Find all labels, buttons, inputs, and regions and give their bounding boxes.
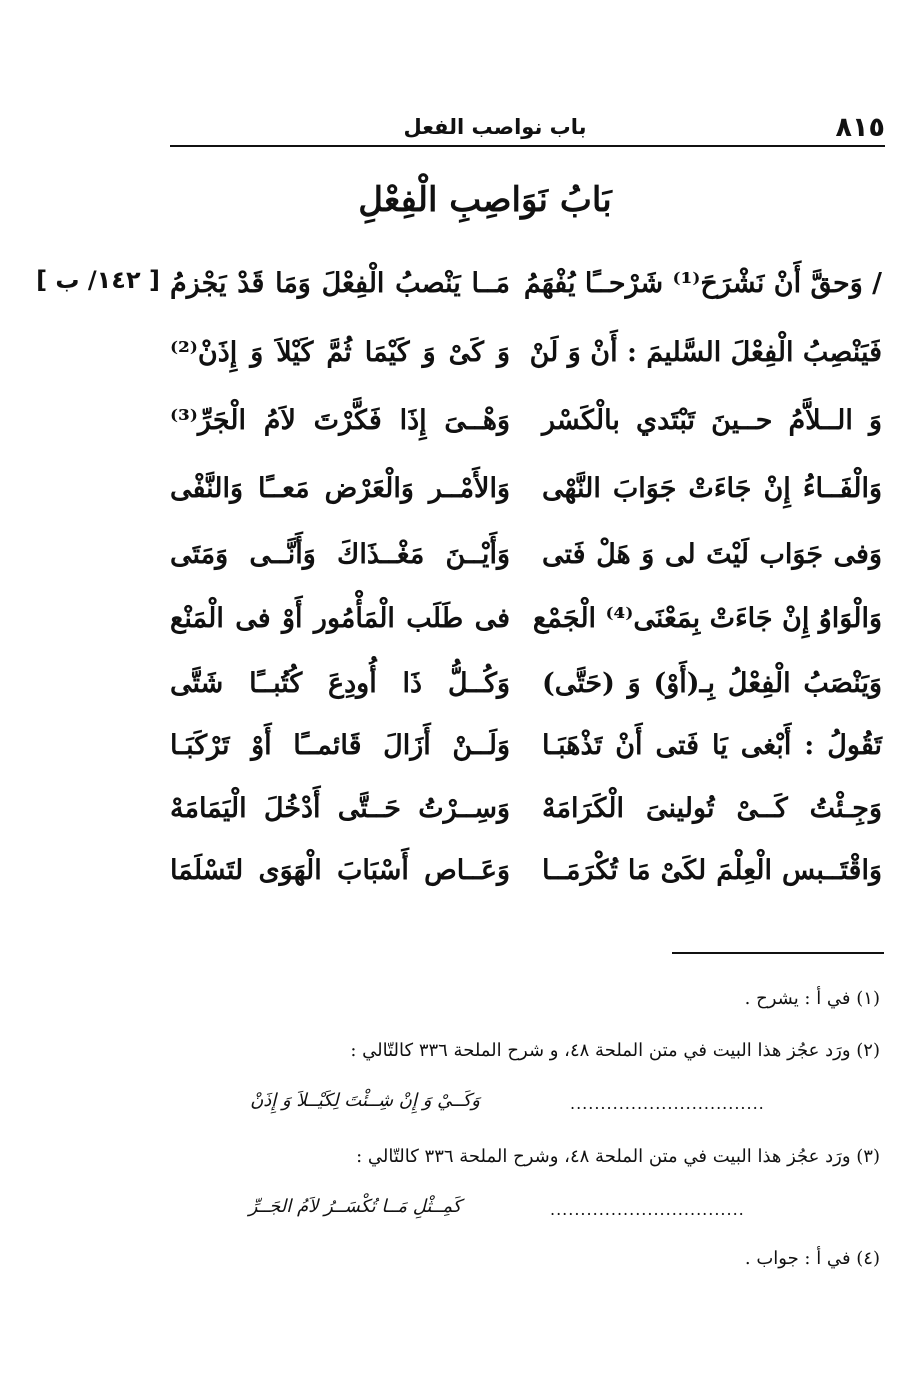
- page-number: ٨١٥: [835, 112, 885, 143]
- footnote-3-ellipsis: ................................: [550, 1200, 745, 1219]
- verse-second-hemistich: وَعَــاص أَسْبَابَ الْهَوَى لتَسْلَمَا: [170, 855, 510, 886]
- folio-marker: [ ١٤٢/ ب ]: [36, 266, 160, 294]
- running-title: باب نواصب الفعل: [403, 115, 587, 139]
- verse-first-hemistich: فَيَنْصِبُ الْفِعْلَ السَّليمَ : أَنْ وَ لَنْ: [529, 337, 882, 368]
- verse-row: [170, 730, 882, 770]
- verse-row: [170, 473, 882, 513]
- verse-second-hemistich: وَأَيْــنَ مَغْــذَاكَ وَأَنَّــى وَمَتَى: [170, 539, 510, 570]
- verse-second-hemistich: مَــا يَنْصبُ الْفِعْلَ وَمَا قَدْ يَجْزمُ: [170, 268, 510, 299]
- verse-second-hemistich: فى طَلَب الْمَأْمُور أَوْ فى الْمَنْع: [170, 603, 510, 634]
- verse-first-hemistich: وَالْفَــاءُ إِنْ جَاءَتْ جَوَابَ النَّهْى: [542, 473, 882, 504]
- verse-row: [170, 793, 882, 833]
- verse-first-hemistich: وَفى جَوَاب لَيْتَ لى وَ هَلْ فَتى: [542, 539, 882, 570]
- verse-row: [170, 603, 882, 643]
- verse-second-hemistich: وَلَــنْ أَزَالَ قَائمــًا أَوْ تَرْكَبَـا: [170, 730, 510, 761]
- verse-first-hemistich: وَجِـئْتُ كَــىْ تُولينىَ الْكَرَامَهْ: [542, 793, 882, 824]
- footnote-divider: [672, 952, 884, 954]
- verse-second-hemistich: وَ كَىْ وَ كَيْمَا ثُمَّ كَيْلاَ وَ إِذَنْ⁽²⁾: [170, 337, 510, 368]
- verse-second-hemistich: وَسِــرْتُ حَــتَّى أَدْخُلَ الْيَمَامَهْ: [170, 793, 510, 824]
- verse-row: [170, 539, 882, 579]
- verse-row: [170, 268, 882, 308]
- verse-first-hemistich: وَاقْتَــبس الْعِلْمَ لكَىْ مَا تُكْرَمَــا: [542, 855, 882, 886]
- verse-second-hemistich: وَالأَمْــر وَالْعَرْض مَعــًا وَالنَّفْى: [170, 473, 510, 504]
- verse-first-hemistich: تَقُولُ : أَبْغى يَا فَتى أَنْ تَذْهَبَـا: [542, 730, 882, 761]
- verse-first-hemistich: وَ الــلاَّمُ حــينَ تَبْتَدي بالْكَسْر: [542, 405, 882, 436]
- footnote-3: (٣) ورَد عجُز هذا البيت في متن الملحة ٤٨، وشرح الملحة ٣٣٦ كالتّالي :: [356, 1146, 880, 1167]
- footnote-2-verse: وَكَــيْ وَ إِنْ شِــئْتَ لِكَيْــلاَ وَ إِذَنْ: [250, 1090, 480, 1111]
- footnote-2: (٢) ورَد عجُز هذا البيت في متن الملحة ٤٨، و شرح الملحة ٣٣٦ كالتّالي :: [350, 1040, 880, 1061]
- verse-second-hemistich: وَهْــىَ إِذَا فَكَّرْتَ لاَمُ الْجَرِّ⁽³⁾: [170, 405, 510, 436]
- footnote-2-ellipsis: ................................: [570, 1094, 765, 1113]
- verse-row: [170, 668, 882, 708]
- verse-first-hemistich: وَالْوَاوُ إِنْ جَاءَتْ بِمَعْنَى⁽⁴⁾ الْجَمْع: [532, 603, 882, 634]
- footnote-3-verse: كَمِــثْلِ مَــا تُكْسَــرُ لاَمُ الجَــرِّ: [248, 1196, 462, 1217]
- verse-row: [170, 855, 882, 895]
- header-divider: [170, 145, 885, 147]
- footnote-1: (١) في أ : يشرح .: [744, 988, 880, 1009]
- verse-first-hemistich: وَيَنْصَبُ الْفِعْلُ بِـ(أَوْ) وَ (حَتَّى): [542, 668, 882, 699]
- footnote-4: (٤) في أ : جواب .: [744, 1248, 880, 1269]
- verse-row: [170, 337, 882, 377]
- verse-second-hemistich: وَكُــلُّ ذَا أُودِعَ كُتُبــًا شَتَّى: [170, 668, 510, 699]
- chapter-title: بَابُ نَوَاصِبِ الْفِعْلِ: [358, 180, 612, 220]
- verse-row: [170, 405, 882, 445]
- verse-first-hemistich: / وَحقَّ أَنْ نَشْرَحَ⁽¹⁾ شَرْحــًا يُفْهَمُ: [523, 268, 882, 299]
